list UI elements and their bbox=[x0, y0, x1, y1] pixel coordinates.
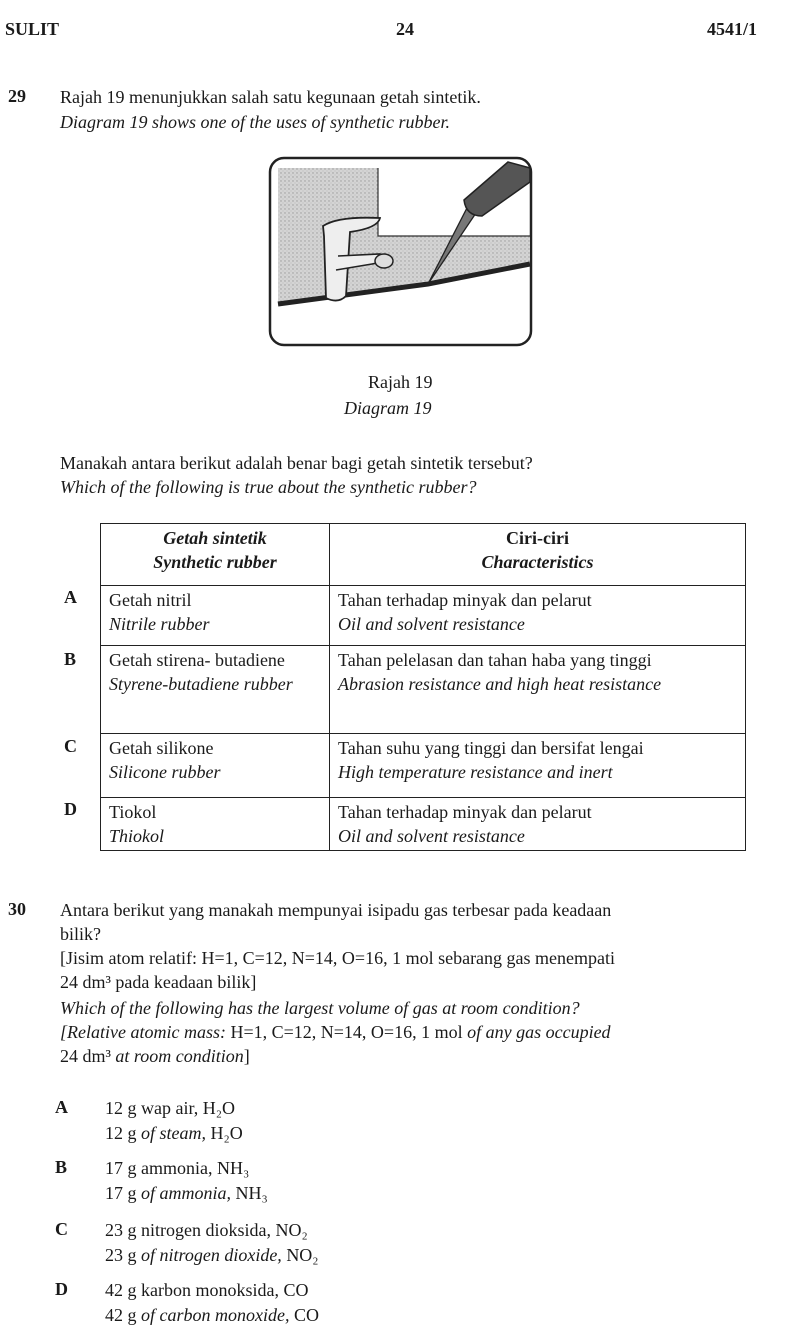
diagram-caption-en: Diagram 19 bbox=[344, 398, 432, 418]
paper-code: 4541/1 bbox=[706, 19, 757, 39]
option-text-en: 23 g of nitrogen dioxide, NO₂ bbox=[105, 1245, 319, 1265]
diagram-sealant-application bbox=[268, 156, 534, 348]
q29-question-ms: Manakah antara berikut adalah benar bagi getah sintetik tersebut? bbox=[60, 453, 533, 473]
table-row: Getah nitril Nitrile rubber Tahan terhadap minyak dan pelarut Oil and solvent resistance bbox=[101, 586, 746, 646]
option-letter: C bbox=[55, 1219, 68, 1239]
diagram-caption-ms: Rajah 19 bbox=[368, 372, 433, 392]
option-text-ms: 12 g wap air, H₂O bbox=[105, 1098, 236, 1118]
page-number: 24 bbox=[396, 19, 414, 39]
q30-text-ms-2: bilik? bbox=[60, 924, 101, 944]
option-letter-c[interactable]: C bbox=[64, 736, 77, 756]
option-letter-a[interactable]: A bbox=[64, 587, 77, 607]
q30-text-en-2: [Relative atomic mass: H=1, C=12, N=14, O=16, 1 mol of any gas occupied bbox=[60, 1022, 611, 1042]
table-row: Tiokol Thiokol Tahan terhadap minyak dan pelarut Oil and solvent resistance bbox=[101, 798, 746, 851]
option-letter: B bbox=[55, 1157, 68, 1177]
header-sulit: SULIT bbox=[5, 19, 60, 39]
question-number-29: 29 bbox=[8, 86, 26, 106]
q29-text-en: Diagram 19 shows one of the uses of synthetic rubber. bbox=[60, 112, 450, 132]
rubber-options-table bbox=[100, 523, 746, 851]
table-header-characteristics: Ciri-ciri Characteristics bbox=[330, 524, 746, 586]
q30-text-ms-3: [Jisim atom relatif: H=1, C=12, N=14, O=16, 1 mol sebarang gas menempati bbox=[60, 948, 616, 968]
q29-text-ms: Rajah 19 menunjukkan salah satu kegunaan getah sintetik. bbox=[60, 87, 481, 107]
q29-question-en: Which of the following is true about the synthetic rubber? bbox=[60, 477, 477, 497]
option-letter-d[interactable]: D bbox=[64, 799, 77, 819]
q30-text-en-1: Which of the following has the largest volume of gas at room condition? bbox=[60, 998, 580, 1018]
option-text-en: 12 g of steam, H₂O bbox=[105, 1123, 243, 1143]
table-header-rubber: Getah sintetik Synthetic rubber bbox=[101, 524, 330, 586]
option-letter: A bbox=[55, 1097, 68, 1117]
q30-text-en-3: 24 dm³ at room condition] bbox=[60, 1046, 250, 1066]
option-text-en: 42 g of carbon monoxide, CO bbox=[105, 1305, 319, 1325]
question-number-30: 30 bbox=[8, 899, 26, 919]
option-text-ms: 23 g nitrogen dioksida, NO₂ bbox=[105, 1220, 308, 1240]
table-row: Getah stirena- butadiene Styrene-butadiene rubber Tahan pelelasan dan tahan haba yang tinggi Abrasion resistance and high heat resistance bbox=[101, 646, 746, 734]
q30-text-ms-4: 24 dm³ pada keadaan bilik] bbox=[60, 972, 257, 992]
q30-text-ms-1: Antara berikut yang manakah mempunyai isipadu gas terbesar pada keadaan bbox=[60, 900, 612, 920]
option-text-ms: 42 g karbon monoksida, CO bbox=[105, 1280, 309, 1300]
option-letter-b[interactable]: B bbox=[64, 649, 77, 669]
option-text-en: 17 g of ammonia, NH₃ bbox=[105, 1183, 268, 1203]
option-letter: D bbox=[55, 1279, 68, 1299]
table-row: Getah silikone Silicone rubber Tahan suhu yang tinggi dan bersifat lengai High temperature resistance and inert bbox=[101, 734, 746, 798]
option-text-ms: 17 g ammonia, NH₃ bbox=[105, 1158, 250, 1178]
